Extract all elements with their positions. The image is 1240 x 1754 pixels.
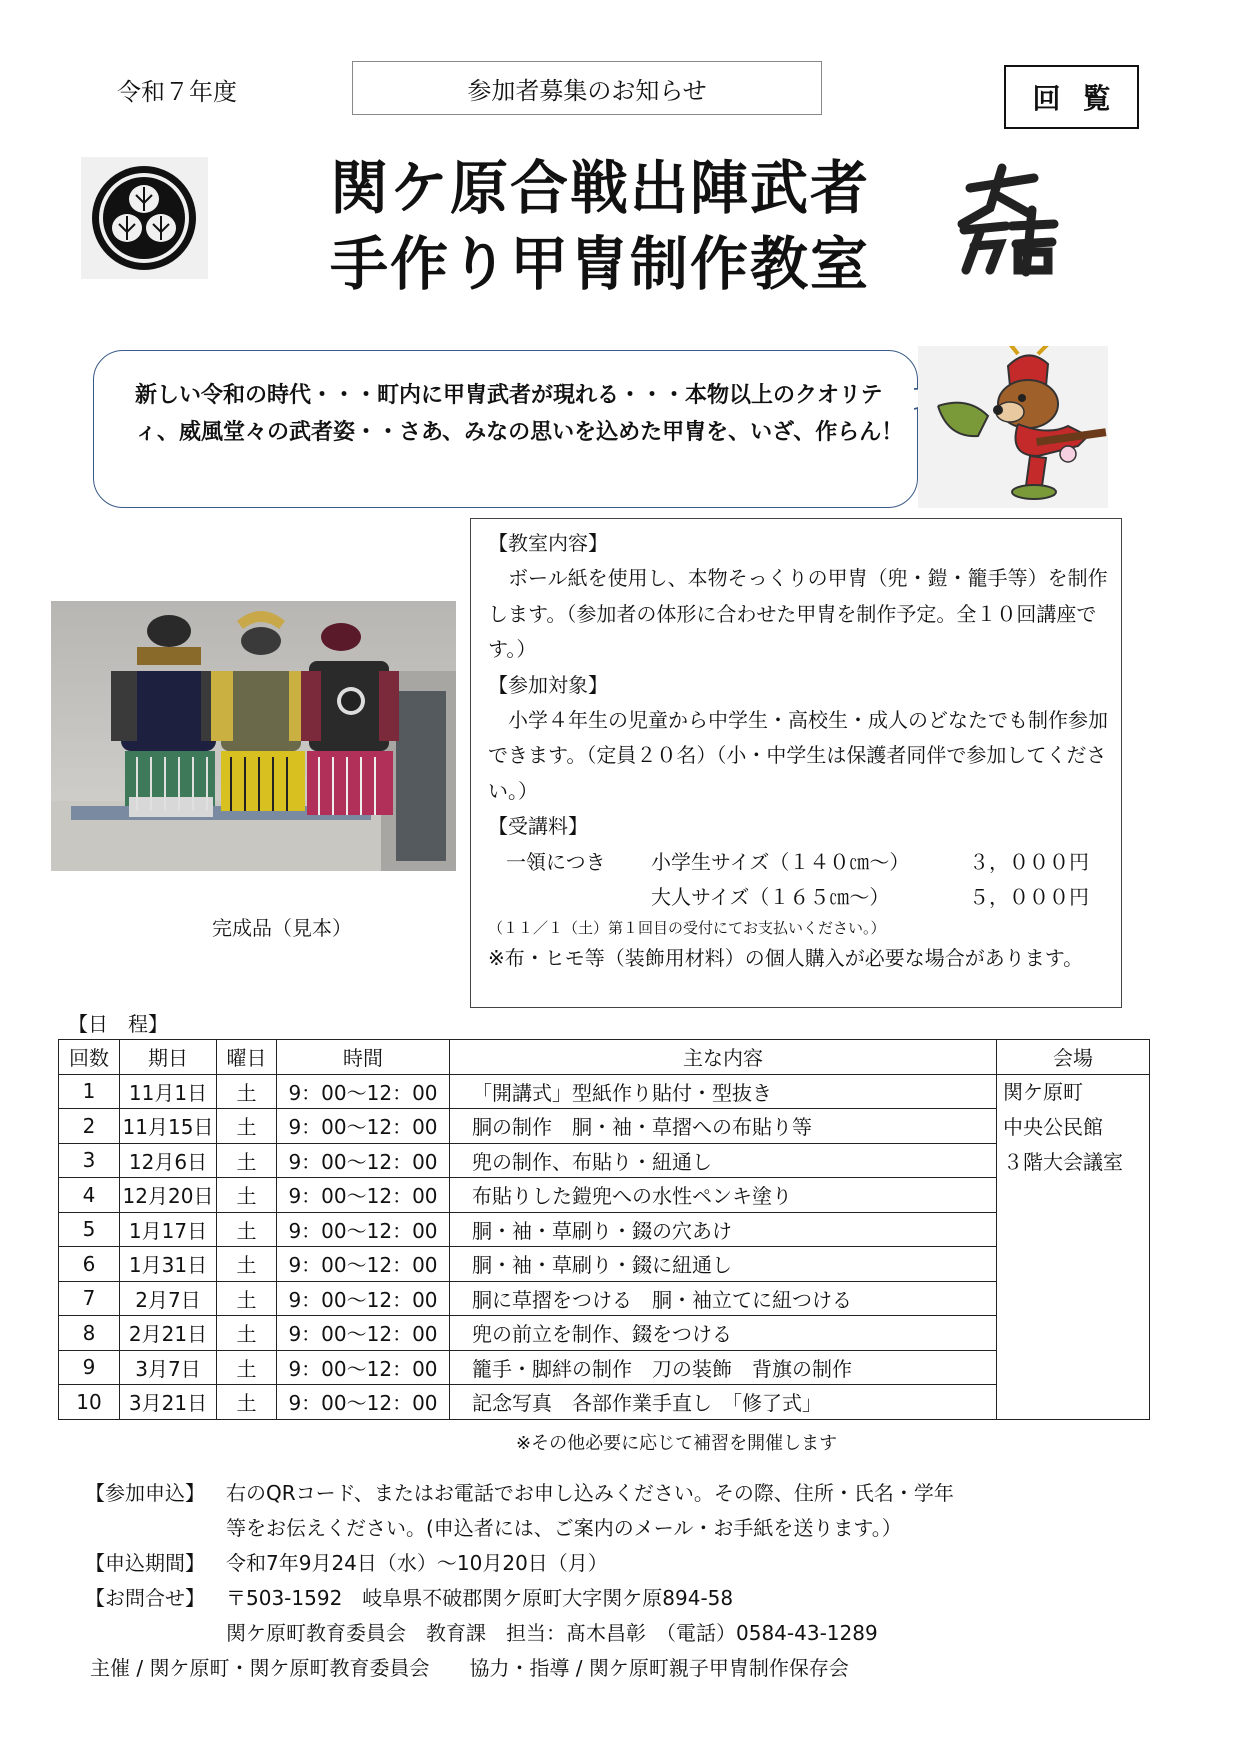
session-weekday: 土	[217, 1109, 277, 1144]
session-time: 9：00～12：00	[277, 1350, 450, 1385]
target-body: 小学４年生の児童から中学生・高校生・成人のどなたでも制作参加できます。（定員２０名）（小・中学生は保護者同伴で参加してください。）	[488, 708, 1108, 803]
session-content: 胴に草摺をつける 胴・袖立てに紐つける	[450, 1281, 997, 1316]
session-date: 2月21日	[120, 1316, 217, 1351]
info-text	[488, 526, 1118, 977]
session-weekday: 土	[217, 1143, 277, 1178]
content-body: ボール紙を使用し、本物そっくりの甲冑（兜・鎧・籠手等）を制作します。（参加者の体形に合わせた甲冑を制作予定。全１０回講座です。）	[488, 566, 1108, 662]
session-date: 11月1日	[120, 1074, 217, 1109]
session-date: 11月15日	[120, 1109, 217, 1144]
contact-row	[85, 1581, 1165, 1616]
fee-child-price: ３，０００円	[969, 849, 1089, 874]
table-row	[59, 1178, 1150, 1213]
schedule-table	[58, 1039, 1150, 1420]
kairan-badge-text: 回覧	[1032, 82, 1133, 115]
speech-bubble-text: 新しい令和の時代・・・町内に甲冑武者が現れる・・・本物以上のクオリティ、威風堂々の武者姿・・さあ、みなの思いを込めた甲冑を、いざ、作らん！	[135, 383, 904, 445]
session-weekday: 土	[217, 1178, 277, 1213]
venue-line-2: 中央公民館	[1003, 1114, 1103, 1139]
fee-row-adult	[488, 880, 1118, 915]
session-weekday: 土	[217, 1385, 277, 1420]
session-time: 9：00～12：00	[277, 1316, 450, 1351]
session-content: 胴・袖・草刷り・錣の穴あけ	[450, 1212, 997, 1247]
session-number: 1	[59, 1074, 120, 1109]
session-time: 9：00～12：00	[277, 1074, 450, 1109]
completed-armor-photo	[51, 601, 456, 871]
session-date: 1月17日	[120, 1212, 217, 1247]
contact-dept: 関ケ原町教育委員会 教育課 担当：髙木昌彰 （電話）0584-43-1289	[226, 1621, 878, 1645]
content-heading: 【教室内容】	[488, 531, 608, 555]
contact-label: 【お問合せ】	[85, 1586, 205, 1610]
session-date: 2月7日	[120, 1281, 217, 1316]
schedule-header-row	[59, 1040, 1150, 1075]
session-number: 5	[59, 1212, 120, 1247]
application-info	[85, 1476, 1165, 1651]
session-time: 9：00～12：00	[277, 1385, 450, 1420]
page-title	[300, 150, 900, 302]
session-weekday: 土	[217, 1281, 277, 1316]
fee-prefix: 一領につき	[506, 849, 606, 874]
venue-line-1: 関ケ原町	[1003, 1079, 1083, 1104]
session-weekday: 土	[217, 1316, 277, 1351]
header-content: 主な内容	[450, 1040, 997, 1075]
session-content: 胴の制作 胴・袖・草摺への布貼り等	[450, 1109, 997, 1144]
table-row	[59, 1212, 1150, 1247]
fee-adult-label: 大人サイズ（１６５㎝～）	[651, 885, 890, 910]
table-row	[59, 1385, 1150, 1420]
mascot-character-image	[918, 346, 1108, 508]
apply-label: 【参加申込】	[85, 1481, 205, 1505]
notice-heading-text: 参加者募集のお知らせ	[467, 76, 707, 105]
period-text: 令和7年9月24日（水）～10月20日（月）	[226, 1551, 608, 1575]
apply-row-2	[85, 1511, 1165, 1546]
venue-cell	[997, 1074, 1150, 1419]
session-number: 10	[59, 1385, 120, 1420]
fee-note: （１１／１（土）第１回目の受付にてお支払いください。）	[488, 919, 886, 938]
session-time: 9：00～12：00	[277, 1143, 450, 1178]
period-label: 【申込期間】	[85, 1551, 205, 1575]
header-venue: 会場	[997, 1040, 1150, 1075]
session-content: 布貼りした鎧兜への水性ペンキ塗り	[450, 1178, 997, 1213]
tokugawa-crest-icon	[81, 157, 208, 279]
kairan-badge	[1004, 65, 1139, 129]
material-note: ※布・ヒモ等（装飾用材料）の個人購入が必要な場合があります。	[488, 946, 1084, 971]
fiscal-year: 令和７年度	[117, 78, 237, 106]
schedule-note: ※その他必要に応じて補習を開催します	[516, 1433, 838, 1454]
fee-child-label: 小学生サイズ（１４０㎝～）	[651, 849, 910, 874]
session-time: 9：00～12：00	[277, 1109, 450, 1144]
table-row	[59, 1281, 1150, 1316]
apply-row	[85, 1476, 1165, 1511]
fee-row-child	[488, 845, 1118, 880]
session-number: 6	[59, 1247, 120, 1282]
contact-address: 〒503-1592 岐阜県不破郡関ケ原町大字関ケ原894-58	[226, 1586, 734, 1610]
title-line-2: 手作り甲冑制作教室	[329, 230, 870, 298]
session-time: 9：00～12：00	[277, 1178, 450, 1213]
session-content: 胴・袖・草刷り・錣に紐通し	[450, 1247, 997, 1282]
session-weekday: 土	[217, 1350, 277, 1385]
session-content: 記念写真 各部作業手直し 「修了式」	[450, 1385, 997, 1420]
session-time: 9：00～12：00	[277, 1212, 450, 1247]
session-weekday: 土	[217, 1212, 277, 1247]
table-row	[59, 1109, 1150, 1144]
session-weekday: 土	[217, 1074, 277, 1109]
contact-row-2	[85, 1616, 1165, 1651]
session-time: 9：00～12：00	[277, 1247, 450, 1282]
apply-text-1: 右のQRコード、またはお電話でお申し込みください。その際、住所・氏名・学年	[226, 1481, 954, 1505]
session-content: 兜の制作、布貼り・紐通し	[450, 1143, 997, 1178]
session-number: 2	[59, 1109, 120, 1144]
venue-line-3: ３階大会議室	[1003, 1149, 1123, 1174]
header-count: 回数	[59, 1040, 120, 1075]
daiichi-daiman-daikichi-seal-icon	[950, 160, 1070, 280]
session-date: 3月7日	[120, 1350, 217, 1385]
session-content: 兜の前立を制作、錣をつける	[450, 1316, 997, 1351]
session-time: 9：00～12：00	[277, 1281, 450, 1316]
period-row	[85, 1546, 1165, 1581]
session-number: 8	[59, 1316, 120, 1351]
header-weekday: 曜日	[217, 1040, 277, 1075]
photo-caption: 完成品（見本）	[212, 916, 352, 940]
session-date: 1月31日	[120, 1247, 217, 1282]
header-date: 期日	[120, 1040, 217, 1075]
session-number: 3	[59, 1143, 120, 1178]
session-date: 12月6日	[120, 1143, 217, 1178]
sponsor-line: 主催 / 関ケ原町・関ケ原町教育委員会 協力・指導 / 関ケ原町親子甲冑制作保存会	[90, 1656, 849, 1680]
session-number: 9	[59, 1350, 120, 1385]
fee-heading: 【受講料】	[488, 814, 588, 839]
fee-adult-price: ５，０００円	[969, 885, 1089, 910]
session-date: 12月20日	[120, 1178, 217, 1213]
session-date: 3月21日	[120, 1385, 217, 1420]
apply-text-2: 等をお伝えください。(申込者には、ご案内のメール・お手紙を送ります。）	[226, 1516, 902, 1540]
session-content: 籠手・脚絆の制作 刀の装飾 背旗の制作	[450, 1350, 997, 1385]
header-time: 時間	[277, 1040, 450, 1075]
session-weekday: 土	[217, 1247, 277, 1282]
title-line-1: 関ケ原合戦出陣武者	[329, 154, 870, 222]
table-row	[59, 1247, 1150, 1282]
table-row	[59, 1143, 1150, 1178]
target-heading: 【参加対象】	[488, 672, 608, 697]
session-number: 4	[59, 1178, 120, 1213]
table-row	[59, 1350, 1150, 1385]
session-content: 「開講式」型紙作り貼付・型抜き	[450, 1074, 997, 1109]
table-row	[59, 1316, 1150, 1351]
session-number: 7	[59, 1281, 120, 1316]
table-row	[59, 1074, 1150, 1109]
notice-heading	[352, 61, 822, 115]
schedule-label: 【日 程】	[68, 1012, 168, 1036]
